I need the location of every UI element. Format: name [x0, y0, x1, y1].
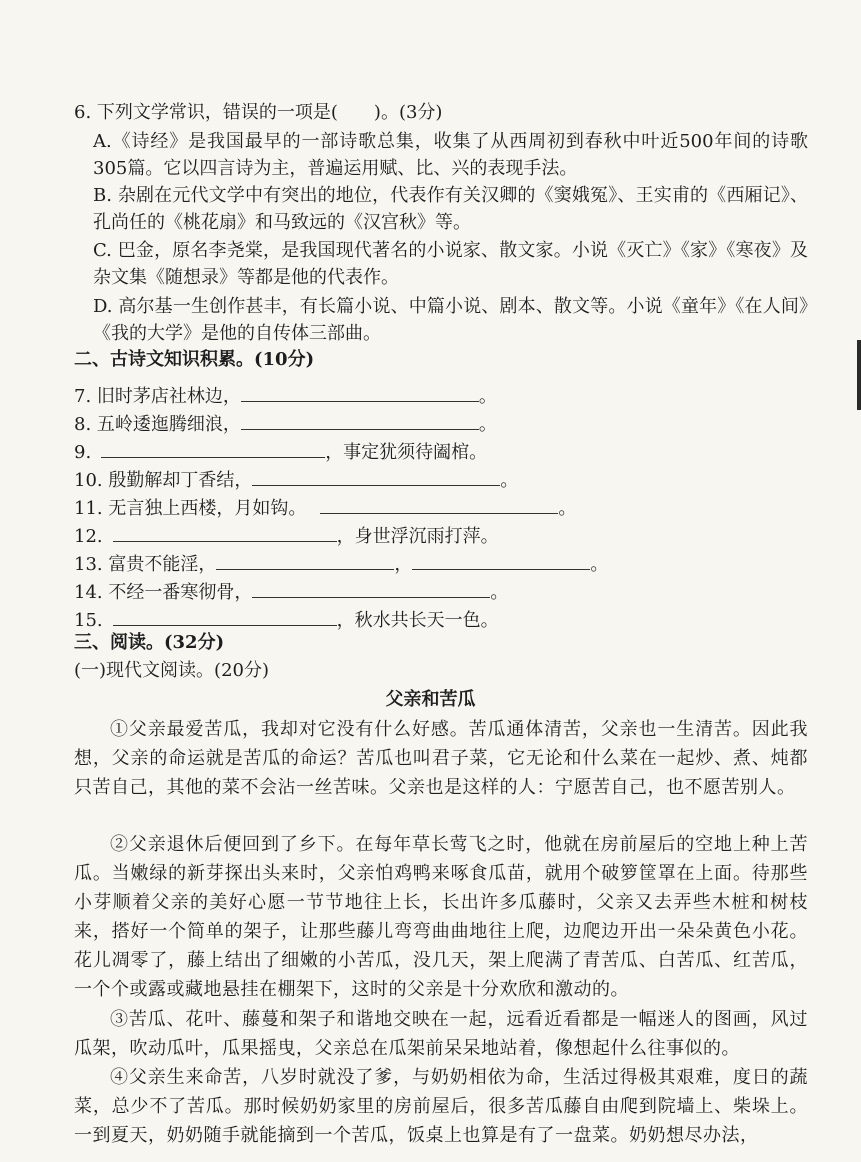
question-10-text: 10. 殷勤解却丁香结， [74, 470, 253, 491]
question-8 [74, 411, 497, 438]
question-11 [74, 495, 576, 522]
answer-blank-7[interactable] [241, 383, 479, 402]
answer-blank-13b[interactable] [412, 551, 590, 570]
article-paragraph-3: ③苦瓜、花叶、藤蔓和架子和谐地交映在一起，远看近看都是一幅迷人的图画，风过瓜架，吹动瓜叶，瓜果摇曳，父亲总在瓜架前呆呆地站着，像想起什么往事似的。 [74, 1009, 808, 1059]
end-mark: 。 [558, 498, 577, 519]
answer-blank-8[interactable] [241, 411, 479, 430]
question-13-text: 13. 富贵不能淫， [74, 554, 217, 575]
question-15-num: 15. [74, 610, 103, 631]
question-14-text: 14. 不经一番寒彻骨， [74, 582, 253, 603]
option-d: D. 高尔基一生创作甚丰，有长篇小说、中篇小说、剧本、散文等。小说《童年》《在人间》《我的大学》是他的自传体三部曲。 [93, 296, 808, 344]
question-12-text: ，身世浮沉雨打萍。 [336, 526, 499, 547]
question-9 [74, 439, 487, 466]
article-paragraph-1: ①父亲最爱苦瓜，我却对它没有什么好感。苦瓜通体清苦，父亲也一生清苦。因此我想，父亲的命运就是苦瓜的命运？苦瓜也叫君子菜，它无论和什么菜在一起炒、煮、炖都只苦自己，其他的菜不会沾一丝苦味。父亲也是这样的人：宁愿苦自己，也不愿苦别人。 [74, 719, 808, 798]
end-mark: 。 [500, 470, 519, 491]
question-9-num: 9. [74, 442, 92, 463]
option-c: C. 巴金，原名李尧棠，是我国现代著名的小说家、散文家。小说《灭亡》《家》《寒夜》及杂文集《随想录》等都是他的代表作。 [93, 240, 808, 288]
question-8-text: 8. 五岭逶迤腾细浪， [74, 414, 241, 435]
answer-blank-15[interactable] [113, 607, 337, 626]
article-paragraph-4: ④父亲生来命苦，八岁时就没了爹，与奶奶相依为命，生活过得极其艰难，度日的蔬菜，总少不了苦瓜。那时候奶奶家里的房前屋后，很多苦瓜藤自由爬到院墙上、柴垛上。一到夏天，奶奶随手就能摘到一个苦瓜，饭桌上也算是有了一盘菜。奶奶想尽办法， [74, 1067, 808, 1146]
question-13 [74, 551, 608, 578]
question-11-text: 11. 无言独上西楼，月如钩。 [74, 498, 307, 519]
question-12 [74, 523, 499, 550]
answer-blank-9[interactable] [101, 439, 325, 458]
option-a: A.《诗经》是我国最早的一部诗歌总集，收集了从西周初到春秋中叶近500年间的诗歌305篇。它以四言诗为主，普遍运用赋、比、兴的表现手法。 [93, 131, 808, 179]
section-2-heading: 二、古诗文知识积累。(10分) [74, 349, 315, 370]
answer-blank-14[interactable] [252, 579, 490, 598]
section-3-sub: (一)现代文阅读。(20分) [74, 660, 269, 681]
end-mark: 。 [590, 554, 609, 575]
question-10 [74, 467, 518, 494]
end-mark: 。 [490, 582, 509, 603]
article-title: 父亲和苦瓜 [385, 689, 476, 710]
question-6-stem: 6. 下列文学常识，错误的一项是( )。(3分) [74, 102, 443, 123]
article-paragraph-2: ②父亲退休后便回到了乡下。在每年草长莺飞之时，他就在房前屋后的空地上种上苦瓜。当嫩绿的新芽探出头来时，父亲怕鸡鸭来啄食瓜苗，就用个破箩筐罩在上面。待那些小芽顺着父亲的美好心愿一节节地往上长，长出许多瓜藤时，父亲又去弄些木桩和树枝来，搭好一个简单的架子，让那些藤儿弯弯曲曲地往上爬，边爬边开出一朵朵黄色小花。花儿凋零了，藤上结出了细嫩的小苦瓜，没几天，架上爬满了青苦瓜、白苦瓜、红苦瓜，一个个或露或藏地悬挂在棚架下，这时的父亲是十分欢欣和激动的。 [74, 834, 808, 1000]
question-15-text: ，秋水共长天一色。 [336, 610, 499, 631]
answer-blank-10[interactable] [252, 467, 500, 486]
answer-blank-13a[interactable] [216, 551, 394, 570]
question-7-text: 7. 旧时茅店社林边， [74, 386, 241, 407]
question-7 [74, 383, 497, 410]
section-3-heading: 三、阅读。(32分) [74, 632, 225, 653]
question-9-text: ，事定犹须待阖棺。 [325, 442, 488, 463]
end-mark: 。 [478, 386, 497, 407]
answer-blank-12[interactable] [113, 523, 337, 542]
scan-edge-mark [857, 340, 861, 410]
question-12-num: 12. [74, 526, 103, 547]
comma-mark: ， [394, 554, 413, 575]
option-b: B. 杂剧在元代文学中有突出的地位，代表作有关汉卿的《窦娥冤》、王实甫的《西厢记》、孔尚任的《桃花扇》和马致远的《汉宫秋》等。 [93, 185, 808, 233]
end-mark: 。 [478, 414, 497, 435]
question-14 [74, 579, 508, 606]
answer-blank-11[interactable] [320, 495, 558, 514]
